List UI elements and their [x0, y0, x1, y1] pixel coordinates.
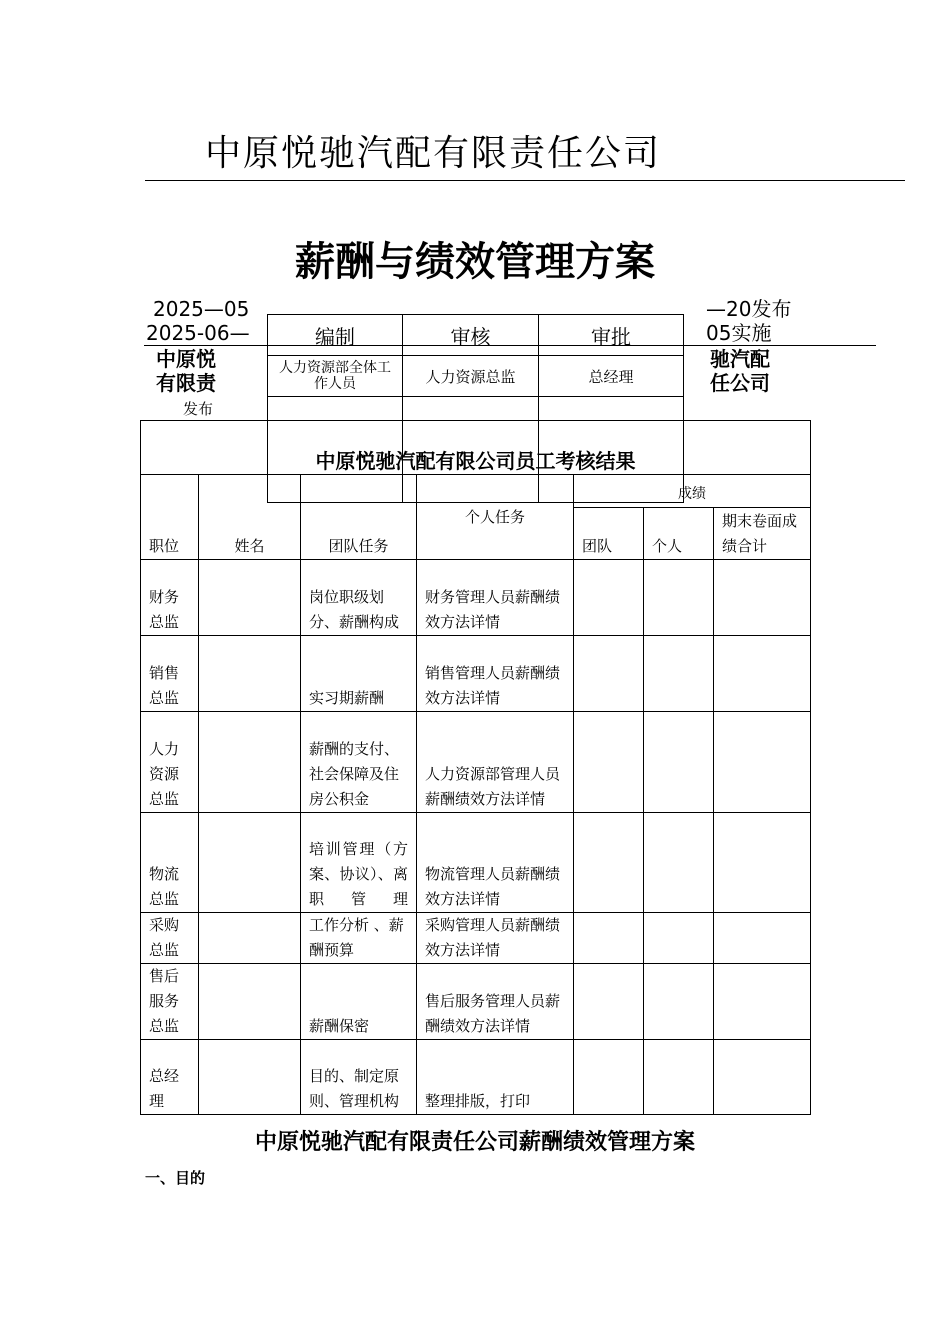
company-name-header: 中原悦驰汽配有限责任公司 [205, 133, 662, 174]
row-team-score [574, 813, 644, 913]
row-personal-score [644, 1040, 714, 1115]
issuer-right-line1: 驰汽配 [710, 347, 770, 371]
row-personal-task: 财务管理人员薪酬绩效方法详情 [417, 560, 574, 636]
issuer-left-line1: 中原悦 [156, 347, 216, 371]
row-position: 人力资源总监 [141, 712, 199, 813]
row-personal-task: 售后服务管理人员薪酬绩效方法详情 [417, 964, 574, 1040]
row-name [199, 712, 301, 813]
row-position: 财务总监 [141, 560, 199, 636]
issue-date-right: —20发布 [706, 297, 792, 321]
results-table [140, 420, 811, 1115]
row-final-total [714, 636, 811, 712]
row-name [199, 1040, 301, 1115]
row-personal-task: 采购管理人员薪酬绩效方法详情 [417, 913, 574, 964]
row-personal-task: 物流管理人员薪酬绩效方法详情 [417, 813, 574, 913]
approval-header-prepare: 编制 [267, 314, 403, 356]
row-final-total [714, 1040, 811, 1115]
header-divider [145, 180, 905, 181]
row-name [199, 636, 301, 712]
row-name [199, 913, 301, 964]
header-score-group: 成绩 [574, 475, 811, 508]
row-team-task: 培训管理（方案、协议）、离职管理 [301, 813, 417, 913]
approval-approve-value: 总经理 [538, 355, 684, 397]
row-final-total [714, 813, 811, 913]
row-personal-score [644, 813, 714, 913]
row-team-task: 实习期薪酬 [301, 636, 417, 712]
row-personal-score [644, 913, 714, 964]
table-row [141, 712, 811, 813]
implement-date-left: 2025-06— [146, 321, 250, 345]
issue-date-left: 2025—05 [153, 297, 250, 321]
row-final-total [714, 712, 811, 813]
row-position: 售后服务总监 [141, 964, 199, 1040]
row-team-task: 岗位职级划分、薪酬构成 [301, 560, 417, 636]
table-row [141, 1040, 811, 1115]
row-name [199, 560, 301, 636]
row-position: 采购总监 [141, 913, 199, 964]
row-team-task: 工作分析 、薪酬预算 [301, 913, 417, 964]
implement-date-right: 05实施 [706, 321, 772, 345]
row-personal-task: 销售管理人员薪酬绩效方法详情 [417, 636, 574, 712]
issuer-left-line2: 有限责 [156, 371, 216, 395]
table-row [141, 560, 811, 636]
header-final-total: 期末卷面成绩合计 [714, 508, 811, 560]
row-team-task: 薪酬保密 [301, 964, 417, 1040]
results-table-title: 中原悦驰汽配有限公司员工考核结果 [141, 421, 811, 475]
section-one-heading: 一、目的 [145, 1169, 206, 1187]
row-team-score [574, 913, 644, 964]
row-final-total [714, 560, 811, 636]
section-heading: 中原悦驰汽配有限责任公司薪酬绩效管理方案 [254, 1130, 695, 1155]
row-position: 销售总监 [141, 636, 199, 712]
row-final-total [714, 964, 811, 1040]
row-final-total [714, 913, 811, 964]
row-personal-score [644, 712, 714, 813]
row-personal-score [644, 636, 714, 712]
approval-header-review: 审核 [402, 314, 539, 356]
row-team-score [574, 636, 644, 712]
header-position: 职位 [141, 475, 199, 560]
row-position: 总经理 [141, 1040, 199, 1115]
row-personal-task: 整理排版，打印 [417, 1040, 574, 1115]
row-team-score [574, 1040, 644, 1115]
row-personal-score [644, 964, 714, 1040]
row-team-score [574, 560, 644, 636]
table-row [141, 813, 811, 913]
row-name [199, 964, 301, 1040]
row-team-score [574, 964, 644, 1040]
approval-prepare-value: 人力资源部全体工作人员 [267, 355, 403, 397]
table-row [141, 636, 811, 712]
row-team-task: 目的、制定原则、管理机构 [301, 1040, 417, 1115]
approval-header-approve: 审批 [538, 314, 684, 356]
table-row [141, 913, 811, 964]
approval-review-value: 人力资源总监 [402, 355, 539, 397]
row-position: 物流总监 [141, 813, 199, 913]
header-team-task: 团队任务 [301, 475, 417, 560]
row-name [199, 813, 301, 913]
document-title: 薪酬与绩效管理方案 [295, 238, 655, 285]
row-team-score [574, 712, 644, 813]
header-name: 姓名 [199, 475, 301, 560]
header-personal-task: 个人任务 [417, 475, 574, 560]
table-row [141, 964, 811, 1040]
publish-label: 发布 [183, 400, 214, 418]
row-personal-score [644, 560, 714, 636]
row-personal-task: 人力资源部管理人员薪酬绩效方法详情 [417, 712, 574, 813]
issuer-right-line2: 任公司 [710, 371, 770, 395]
row-team-task: 薪酬的支付、社会保障及住房公积金 [301, 712, 417, 813]
header-personal-score: 个人 [644, 508, 714, 560]
header-team-score: 团队 [574, 508, 644, 560]
